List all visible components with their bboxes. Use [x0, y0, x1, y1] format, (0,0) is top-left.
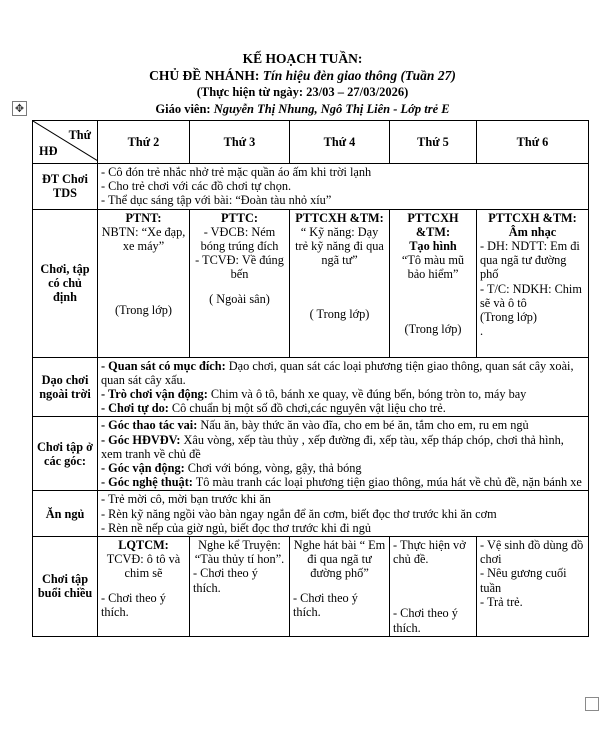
lesson-mon	[98, 209, 190, 357]
lesson-tue-body: - TCVĐ: Về đúng bến	[195, 253, 284, 282]
lesson-fri-head: PTTCXH &TM: Âm nhạc	[488, 210, 577, 239]
outdoor-line	[101, 387, 585, 401]
afternoon-row-label: Chơi tập buổi chiều	[33, 537, 98, 637]
lesson-thu-sub: Tạo hình	[409, 239, 457, 254]
corner-cell	[33, 121, 98, 164]
lesson-wed-body: “ Kỹ năng: Dạy trẻ kỹ năng đi qua ngã tư”	[295, 224, 384, 268]
welcome-line: - Cho trẻ chơi với các đồ chơi tự chọn.	[101, 179, 292, 194]
lesson-wed	[290, 209, 390, 357]
afternoon-wed	[290, 537, 390, 637]
theme-label: CHỦ ĐỀ NHÁNH:	[149, 68, 263, 83]
corners-line-text: Nấu ăn, bày thức ăn vào đĩa, cho em bé ăn, tắm cho em, ru em ngủ	[197, 418, 529, 433]
lesson-thu-body: “Tô màu mũ bảo hiểm”	[401, 253, 465, 282]
welcome-row-label: ĐT Chơi TDS	[33, 164, 98, 210]
day-header-tue: Thứ 3	[190, 121, 290, 164]
afternoon-fri	[477, 537, 589, 637]
welcome-content	[98, 164, 589, 210]
corners-line-text: Xâu vòng, xếp tàu thủy , xếp đường đi, xếp tàu, xếp tháp chóp, chơi thả hình, xem tranh về chủ đề	[101, 432, 564, 461]
move-handle-icon[interactable]: ✥	[12, 101, 27, 116]
outdoor-row-label: Dạo chơi ngoài trời	[33, 357, 98, 417]
outdoor-content	[98, 357, 589, 417]
lesson-row-label: Chơi, tập có chủ định	[33, 209, 98, 357]
lesson-fri	[477, 209, 589, 357]
corners-line	[101, 418, 585, 432]
corners-line-bold: - Góc HĐVĐV:	[101, 432, 181, 447]
welcome-line: - Thể dục sáng tập với bài: “Đoàn tàu nhỏ xíu”	[101, 193, 332, 208]
corners-line-bold: - Góc vận động:	[101, 461, 185, 476]
plan-header	[0, 50, 605, 118]
afternoon-wed-tail: - Chơi theo ý thích.	[293, 590, 358, 619]
afternoon-fri-line: - Nêu gương cuối tuần	[480, 566, 567, 595]
day-header-thu: Thứ 5	[390, 121, 477, 164]
lesson-mon-place: (Trong lớp)	[115, 303, 172, 318]
day-header-wed: Thứ 4	[290, 121, 390, 164]
resize-handle-icon[interactable]	[585, 697, 599, 711]
afternoon-mon-head: LQTCM:	[118, 538, 169, 553]
afternoon-row	[33, 537, 589, 637]
teacher-label: Giáo viên:	[155, 102, 214, 116]
corners-line-bold: - Góc thao tác vai:	[101, 418, 198, 433]
theme-value: Tín hiệu đèn giao thông (Tuần 27)	[262, 68, 456, 83]
outdoor-line-text: Chim và ô tô, bánh xe quay, về đúng bến, bóng tròn to, máy bay	[207, 387, 527, 402]
day-header-row	[33, 121, 589, 164]
afternoon-fri-line: - Trả trẻ.	[480, 594, 523, 609]
afternoon-tue-body: Nghe kể Truyện: “Tàu thủy tí hon”.	[194, 538, 285, 567]
outdoor-line-text: Cô chuẩn bị một số đồ chơi,các nguyên vật liệu cho trẻ.	[168, 401, 446, 416]
afternoon-mon	[98, 537, 190, 637]
meal-line: - Rèn kỹ năng ngồi vào bàn ngay ngắn để ăn cơm, biết đọc thơ trước khi ăn cơm	[101, 506, 497, 521]
lesson-tue-head: PTTC:	[221, 210, 258, 225]
lesson-wed-place: ( Trong lớp)	[309, 307, 370, 322]
lesson-fri-dot: .	[480, 324, 484, 339]
outdoor-line-text: Dạo chơi, quan sát các loại phương tiện giao thông, quan sát cây xoài, quan sát cây xấu.	[101, 358, 574, 387]
afternoon-tue-tail: - Chơi theo ý thích.	[193, 566, 258, 595]
lesson-tue	[190, 209, 290, 357]
lesson-wed-head: PTTCXH &TM:	[295, 210, 384, 225]
lesson-fri-place: (Trong lớp)	[480, 310, 537, 325]
outdoor-row	[33, 357, 589, 417]
afternoon-wed-body: Nghe hát bài “ Em đi qua ngã tư đường phố”	[293, 538, 386, 581]
corner-bottom-label: HĐ	[39, 144, 58, 158]
afternoon-thu	[390, 537, 477, 637]
theme-line	[0, 67, 605, 84]
lesson-mon-body: NBTN: “Xe đạp, xe máy”	[101, 224, 186, 254]
meal-row-label: Ăn ngủ	[33, 491, 98, 537]
meal-line: - Rèn nề nếp của giờ ngủ, biết đọc thơ trước khi đi ngủ	[101, 520, 372, 535]
lesson-thu-place: (Trong lớp)	[404, 321, 462, 336]
lesson-mon-head: PTNT:	[125, 210, 162, 225]
corner-top-label: Thứ	[68, 128, 91, 142]
lesson-fri-body: - DH: NDTT: Em đi qua ngã tư đường phố	[480, 239, 580, 282]
welcome-line: - Cô đón trẻ nhắc nhở trẻ mặc quần áo ấm khi trời lạnh	[101, 165, 372, 179]
corners-row	[33, 417, 589, 491]
afternoon-thu-body: - Thực hiện vở chủ đề.	[393, 538, 466, 567]
outdoor-line-bold: - Chơi tự do:	[101, 401, 169, 416]
corners-line-bold: - Góc nghệ thuật:	[101, 475, 193, 490]
lesson-thu-head: PTTCXH &TM:	[407, 210, 459, 239]
outdoor-line	[101, 401, 585, 415]
lesson-tue-place: ( Ngoài sân)	[209, 291, 270, 306]
afternoon-tue	[190, 537, 290, 637]
day-header-fri: Thứ 6	[477, 121, 589, 164]
outdoor-line-bold: - Trò chơi vận động:	[101, 387, 208, 402]
date-range: (Thực hiện từ ngày: 23/03 – 27/03/2026)	[196, 85, 409, 99]
outdoor-line-bold: - Quan sát có mục đích:	[101, 358, 226, 373]
teacher-line	[0, 101, 605, 118]
afternoon-mon-body: TCVĐ: ô tô và chim sẽ	[106, 552, 181, 581]
teacher-value: Nguyễn Thị Nhung, Ngô Thị Liên - Lớp trẻ E	[213, 102, 450, 116]
lesson-tue-body: - VĐCB: Ném bóng trúng đích	[200, 224, 279, 254]
corners-content	[98, 417, 589, 491]
corners-line	[101, 461, 585, 475]
weekly-plan-table	[32, 120, 589, 637]
welcome-row	[33, 164, 589, 210]
lesson-thu	[390, 209, 477, 357]
meal-line: - Trẻ mời cô, mời bạn trước khi ăn	[101, 492, 271, 507]
corners-row-label: Chơi tập ở các góc:	[33, 417, 98, 491]
meal-content	[98, 491, 589, 537]
corners-line	[101, 433, 585, 461]
meal-row	[33, 491, 589, 537]
afternoon-fri-line: - Vệ sinh đồ dùng đồ chơi	[480, 538, 584, 567]
afternoon-thu-tail: - Chơi theo ý thích.	[393, 606, 458, 635]
plan-title: KẾ HOẠCH TUẦN:	[242, 51, 363, 66]
day-header-mon: Thứ 2	[98, 121, 190, 164]
lesson-fri-body: - T/C: NDKH: Chim sẽ và ô tô	[480, 281, 582, 310]
corners-line-text: Chơi với bóng, vòng, gậy, thả bóng	[184, 461, 362, 476]
corners-line-text: Tô màu tranh các loại phương tiện giao thông, múa hát về chủ đề, nặn bánh xe	[192, 475, 582, 490]
afternoon-mon-tail: - Chơi theo ý thích.	[101, 590, 166, 619]
lesson-row	[33, 209, 589, 357]
corners-line	[101, 475, 585, 489]
outdoor-line	[101, 359, 585, 387]
